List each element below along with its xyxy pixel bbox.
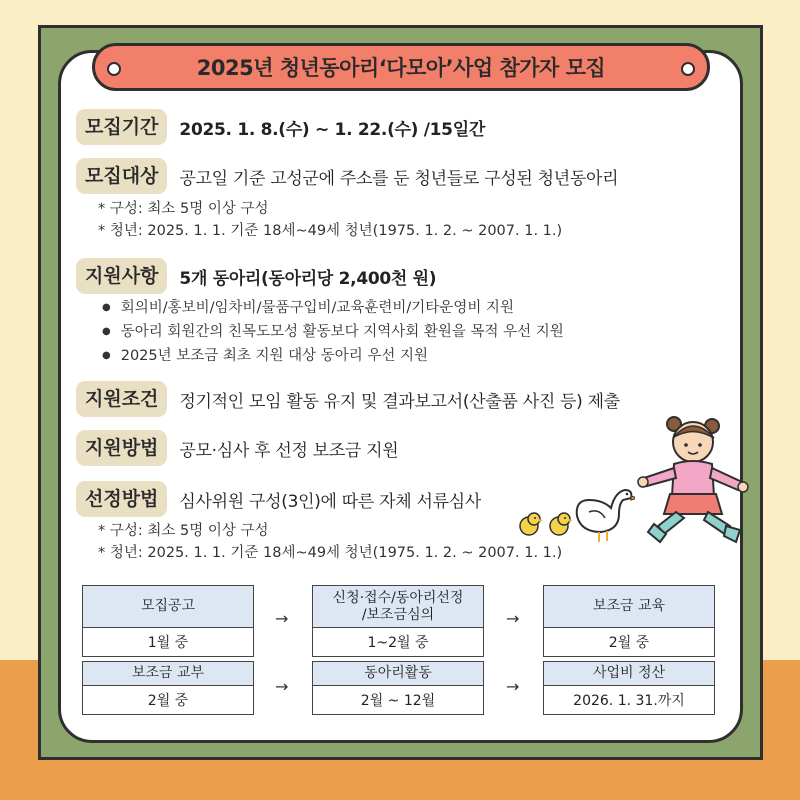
banner-dot-left xyxy=(107,62,121,76)
flow-step-name: 동아리활동 xyxy=(313,662,483,686)
label-target: 모집대상 xyxy=(76,158,167,194)
flow-step-when: 2월 중 xyxy=(147,693,189,709)
label-method: 지원방법 xyxy=(76,430,167,466)
target-note-age: * 청년: 2025. 1. 1. 기준 18세~49세 청년(1975. 1. 2. ~ 2007. 1. 1.) xyxy=(98,223,563,239)
support-bullet: ● 회의비/홍보비/임차비/물품구입비/교육훈련비/기타운영비 지원 xyxy=(102,297,564,321)
flow-step-name: 신청·접수/동아리선정 /보조금심의 xyxy=(313,586,483,628)
value-period: 2025. 1. 8.(수) ~ 1. 22.(수) /15일간 xyxy=(179,119,485,140)
value-method: 공모·심사 후 선정 보조금 지원 xyxy=(179,440,399,461)
label-selection: 선정방법 xyxy=(76,481,167,517)
value-conditions: 정기적인 모임 활동 유지 및 결과보고서(산출품 사진 등) 제출 xyxy=(179,391,620,412)
flow-step-name: 모집공고 xyxy=(83,586,253,628)
title-banner xyxy=(92,43,710,91)
section-method xyxy=(76,430,398,466)
section-support xyxy=(76,258,564,369)
flow-step-name: 보조금 교육 xyxy=(544,586,714,628)
section-conditions xyxy=(76,381,620,417)
flow-step-box xyxy=(543,585,715,657)
support-bullet: ● 2025년 보조금 최초 지원 대상 동아리 우선 지원 xyxy=(102,345,564,369)
selection-note-age: * 청년: 2025. 1. 1. 기준 18세~49세 청년(1975. 1. 2. ~ 2007. 1. 1.) xyxy=(98,545,563,561)
section-target xyxy=(76,158,618,242)
girl-illustration xyxy=(630,408,760,548)
flow-step-when: 2월 중 xyxy=(608,635,650,651)
flow-step-when: 1월 중 xyxy=(147,635,189,651)
goose-chicks-illustration xyxy=(515,484,635,546)
target-note-composition: * 구성: 최소 5명 이상 구성 xyxy=(98,201,269,217)
flow-arrow-icon: → xyxy=(506,677,520,696)
page-title: 2025년 청년동아리‘다모아’사업 참가자 모집 xyxy=(196,56,606,80)
value-selection: 심사위원 구성(3인)에 따른 자체 서류심사 xyxy=(179,491,481,512)
flow-step-box xyxy=(82,585,254,657)
flow-step-when: 1~2월 중 xyxy=(367,635,429,651)
flow-step-box xyxy=(543,661,715,715)
label-period: 모집기간 xyxy=(76,109,167,145)
support-bullet: ● 동아리 회원간의 친목도모성 활동보다 지역사회 환원을 목적 우선 지원 xyxy=(102,321,564,345)
flow-step-when: 2026. 1. 31.까지 xyxy=(573,693,685,709)
flow-step-when: 2월 ~ 12월 xyxy=(360,693,436,709)
flow-arrow-icon: → xyxy=(275,609,289,628)
flow-arrow-icon: → xyxy=(506,609,520,628)
flow-arrow-icon: → xyxy=(275,677,289,696)
section-period xyxy=(76,109,485,145)
flow-step-box xyxy=(82,661,254,715)
label-conditions: 지원조건 xyxy=(76,381,167,417)
value-support: 5개 동아리(동아리당 2,400천 원) xyxy=(179,268,437,289)
flow-step-name: 보조금 교부 xyxy=(83,662,253,686)
banner-dot-right xyxy=(681,62,695,76)
value-target: 공고일 기준 고성군에 주소를 둔 청년들로 구성된 청년동아리 xyxy=(179,168,619,189)
section-selection xyxy=(76,481,562,564)
flow-step-name: 사업비 정산 xyxy=(544,662,714,686)
selection-note-composition: * 구성: 최소 5명 이상 구성 xyxy=(98,523,269,539)
label-support: 지원사항 xyxy=(76,258,167,294)
support-bullet-list xyxy=(102,297,564,369)
flow-step-box xyxy=(312,661,484,715)
flow-step-box xyxy=(312,585,484,657)
